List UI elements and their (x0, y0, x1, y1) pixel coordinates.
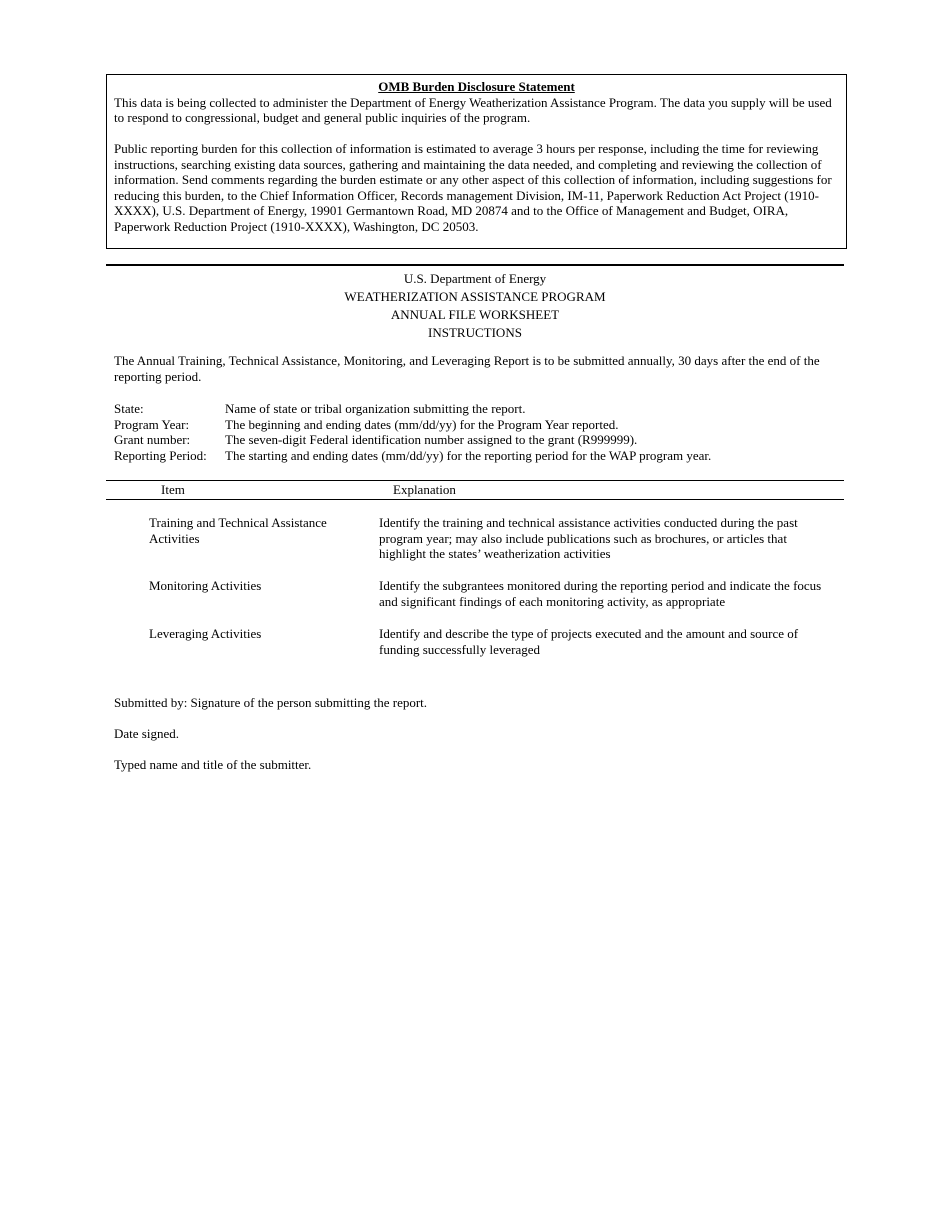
table-row-explanation: Identify the subgrantees monitored during the reporting period and indicate the focus and significant findings of each monitoring activity, as appropriate (379, 578, 822, 609)
definition-reporting-period (114, 448, 834, 464)
definition-description: The seven-digit Federal identification number assigned to the grant (R999999). (225, 432, 638, 447)
typed-name-line: Typed name and title of the submitter. (114, 757, 312, 772)
table-row-explanation: Identify and describe the type of projects executed and the amount and source of funding successfully leveraged (379, 626, 799, 657)
column-header-item: Item (161, 482, 185, 497)
header-agency: U.S. Department of Energy (403, 271, 547, 286)
table-header-rule (106, 499, 844, 500)
omb-disclosure-box (106, 74, 847, 249)
table-row-explanation: Identify the training and technical assistance activities conducted during the past program year; may also include publications such as brochures, or articles that highlight the states’ weatherization activities (379, 515, 798, 561)
omb-paragraph-collection: This data is being collected to administer the Department of Energy Weatherization Assistance Program. The data you supply will be used to respond to congressional, budget and general public inquiries of the program. (114, 94, 832, 125)
definition-description: The starting and ending dates (mm/dd/yy) for the reporting period for the WAP program year. (225, 447, 712, 463)
definition-term: Grant number: (114, 432, 191, 447)
definition-state (114, 401, 834, 417)
intro-paragraph: The Annual Training, Technical Assistance, Monitoring, and Leveraging Report is to be submitted annually, 30 days after the end of the reporting period. (114, 353, 820, 384)
document-header (106, 270, 844, 342)
definitions-list (114, 401, 834, 463)
submitted-by-line: Submitted by: Signature of the person submitting the report. (114, 695, 428, 710)
definition-grant-number (114, 432, 834, 448)
header-program: WEATHERIZATION ASSISTANCE PROGRAM (344, 289, 606, 304)
omb-paragraph-burden: Public reporting burden for this collection of information is estimated to average 3 hours per response, including the time for reviewing instructions, searching existing data sources, gathering and maintaining the data needed, and completing and reviewing the collection of information. Send comments regarding the burden estimate or any other aspect of this collection of information, including suggestions for reducing this burden, to the Chief Information Officer, Records management Division, IM-11, Paperwork Reduction Act Project (1910-XXXX), U.S. Department of Energy, 19901 Germantown Road, MD 20874 and to the Office of Management and Budget, OIRA, Paperwork Reduction Project (1910-XXXX), Washington, DC 20503. (114, 141, 832, 234)
definition-program-year (114, 417, 834, 433)
column-header-explanation: Explanation (393, 482, 456, 497)
table-row-item: Training and Technical Assistance Activities (149, 515, 327, 546)
definition-term: Reporting Period: (114, 447, 207, 463)
table-top-rule (106, 480, 844, 481)
omb-title: OMB Burden Disclosure Statement (378, 79, 575, 94)
header-instructions: INSTRUCTIONS (428, 325, 522, 340)
definition-description: Name of state or tribal organization submitting the report. (225, 401, 526, 416)
section-divider (106, 264, 844, 266)
definition-term: State: (114, 401, 144, 416)
table-row-item: Monitoring Activities (149, 578, 262, 593)
definition-term: Program Year: (114, 416, 190, 432)
header-worksheet: ANNUAL FILE WORKSHEET (390, 307, 560, 322)
definition-description: The beginning and ending dates (mm/dd/yy) for the Program Year reported. (225, 416, 619, 432)
date-signed-line: Date signed. (114, 726, 179, 741)
table-row-item: Leveraging Activities (149, 626, 262, 641)
